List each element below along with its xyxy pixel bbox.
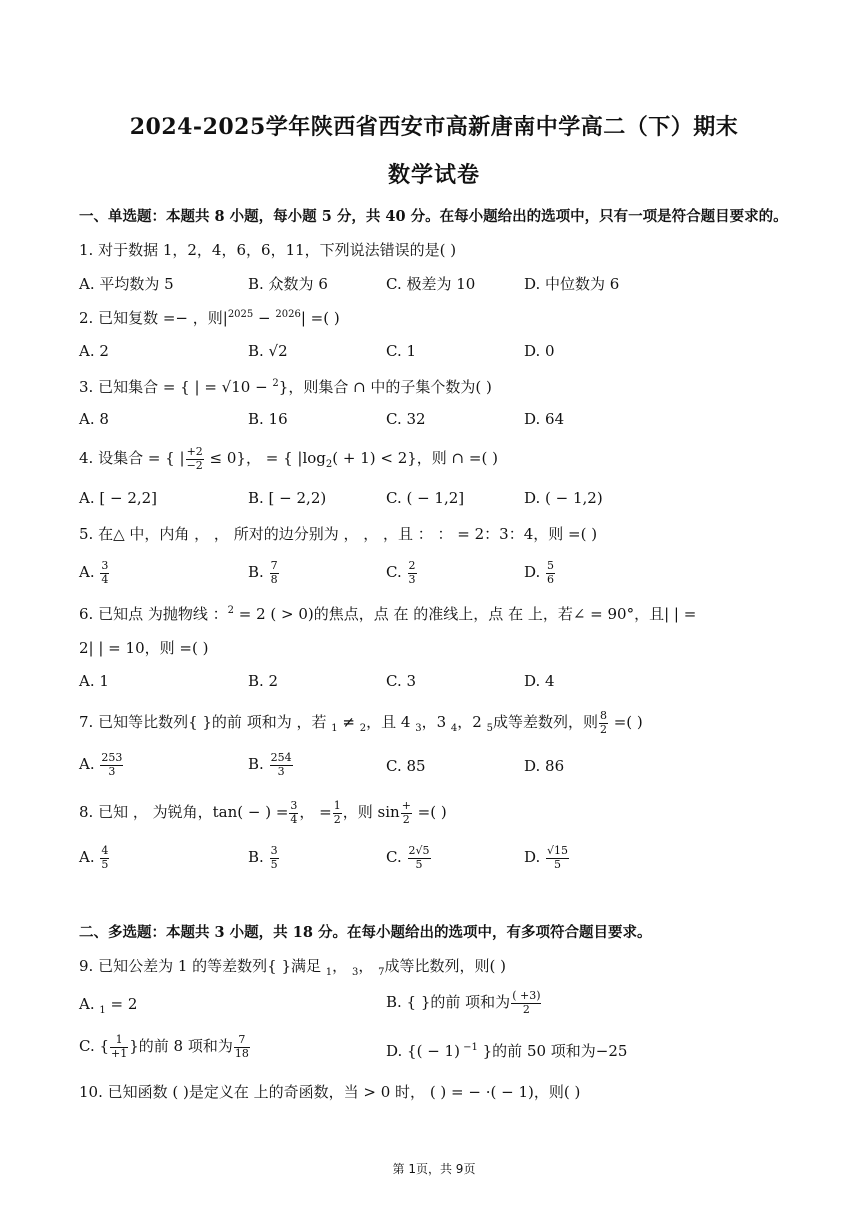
- question-8-option-c: C. $\frac{2√5}{5}$: [386, 844, 430, 871]
- question-4-stem: 4. 设集合 = { | $\frac{+2}{-2}$ ≤ 0}， = { $|\log_2( + 1) < 2$}，则 ∩ =( ): [79, 445, 498, 472]
- question-7-option-c: C. 85: [386, 757, 426, 775]
- fraction: $\frac{+2}{-2}$: [186, 445, 203, 472]
- question-8-option-b: B. $\frac{3}{5}$: [248, 844, 278, 871]
- question-2-stem: 2. 已知复数 =− ，则$|^{2025} - ^{2026}|$ =( ): [79, 309, 340, 327]
- question-6-option-a: A. 1: [79, 672, 109, 690]
- question-4-option-c: C. ( − 1,2]: [386, 489, 465, 507]
- question-5-stem: 5. 在△ 中，内角 ， ， 所对的边分别为 ， ， ，且 ： ： = 2：3：4，则 =( ): [79, 525, 598, 543]
- question-9-option-d: D. {( − 1) $^{-1}$ }的前 50 项和为−25: [386, 1042, 628, 1060]
- question-4-option-b: B. [ − 2,2): [248, 489, 327, 507]
- question-6-stem-line2: 2| | = 10，则 =( ): [79, 639, 209, 657]
- question-1-option-d: D. 中位数为 6: [524, 275, 620, 293]
- question-10-stem: 10. 已知函数 ( )是定义在 上的奇函数，当 > 0 时， ( ) = − ·( − 1)，则( ): [79, 1083, 581, 1101]
- question-9-stem: 9. 已知公差为 1 的等差数列{ }满足 $_1$， $_3$， $_7$成等比数列，则( ): [79, 957, 506, 978]
- question-7-option-a: A. $\frac{253}{3}$: [79, 751, 123, 778]
- question-2-option-d: D. 0: [524, 342, 555, 360]
- question-2-option-c: C. 1: [386, 342, 417, 360]
- question-6-option-d: D. 4: [524, 672, 555, 690]
- question-7-stem: 7. 已知等比数列{ }的前 项和为 ，若 $_1$ ≠ $_2$，且 4 $_3$，3 $_4$，2 $_5$成等差数列，则 $\frac{8}{2}$ =( ): [79, 709, 643, 736]
- question-1-option-a: A. 平均数为 5: [79, 275, 174, 293]
- page-footer: 第 1页，共 9页: [392, 1162, 476, 1176]
- question-8-option-d: D. $\frac{√15}{5}$: [524, 844, 569, 871]
- question-5-option-c: C. $\frac{2}{3}$: [386, 559, 416, 586]
- question-9-option-a: A. $_1$ = 2: [79, 995, 138, 1016]
- section-heading-multiple-choice: 二、多选题：本题共 3 小题，共 18 分。在每小题给出的选项中，有多项符合题目要求。: [79, 924, 652, 941]
- exam-title-line2: 数学试卷: [387, 162, 480, 188]
- question-2-option-b: B. √2: [248, 342, 288, 360]
- question-5-option-b: B. $\frac{7}{8}$: [248, 559, 278, 586]
- question-2-option-a: A. 2: [79, 342, 109, 360]
- question-7-option-d: D. 86: [524, 757, 565, 775]
- question-6-stem-line1: 6. 已知点 为抛物线 ：$^2$ = 2 ( > 0)的焦点，点 在 的准线上，点 在 上，若∠ = 90°，且| | =: [79, 605, 697, 623]
- question-8-stem: 8. 已知 ， 为锐角，tan( − ) = $\frac{3}{4}$ ， = $\frac{1}{2}$ ，则 sin $\frac{+}{2}$ =( ): [79, 799, 447, 826]
- question-8-option-a: A. $\frac{4}{5}$: [79, 844, 109, 871]
- question-6-option-c: C. 3: [386, 672, 417, 690]
- question-3-option-a: A. 8: [79, 410, 109, 428]
- question-7-option-b: B. $\frac{254}{3}$: [248, 751, 292, 778]
- question-3-option-b: B. 16: [248, 410, 288, 428]
- question-3-stem: 3. 已知集合 = { | = √10 − $^2$}，则集合 ∩ 中的子集个数为( ): [79, 378, 492, 396]
- question-1-option-c: C. 极差为 10: [386, 275, 476, 293]
- question-5-option-d: D. $\frac{5}{6}$: [524, 559, 555, 586]
- question-1-option-b: B. 众数为 6: [248, 275, 328, 293]
- question-6-option-b: B. 2: [248, 672, 279, 690]
- question-1-stem: 1. 对于数据 1，2，4，6，6，11，下列说法错误的是( ): [79, 241, 457, 259]
- section-heading-single-choice: 一、单选题：本题共 8 小题，每小题 5 分，共 40 分。在每小题给出的选项中，只有一项是符合题目要求的。: [79, 208, 788, 225]
- question-9-option-b: B. { }的前 项和为 $\frac{( +3)}{2}$: [386, 989, 541, 1016]
- question-3-option-c: C. 32: [386, 410, 426, 428]
- question-5-option-a: A. $\frac{3}{4}$: [79, 559, 109, 586]
- exam-title-line1: 2024-2025学年陕西省西安市高新唐南中学高二（下）期末: [129, 114, 739, 140]
- question-4-option-a: A. [ − 2,2]: [79, 489, 158, 507]
- question-9-option-c: C. { $\frac{1}{+1}$ }的前 8 项和为 $\frac{7}{18}$: [79, 1033, 249, 1060]
- question-3-option-d: D. 64: [524, 410, 565, 428]
- question-4-option-d: D. ( − 1,2): [524, 489, 603, 507]
